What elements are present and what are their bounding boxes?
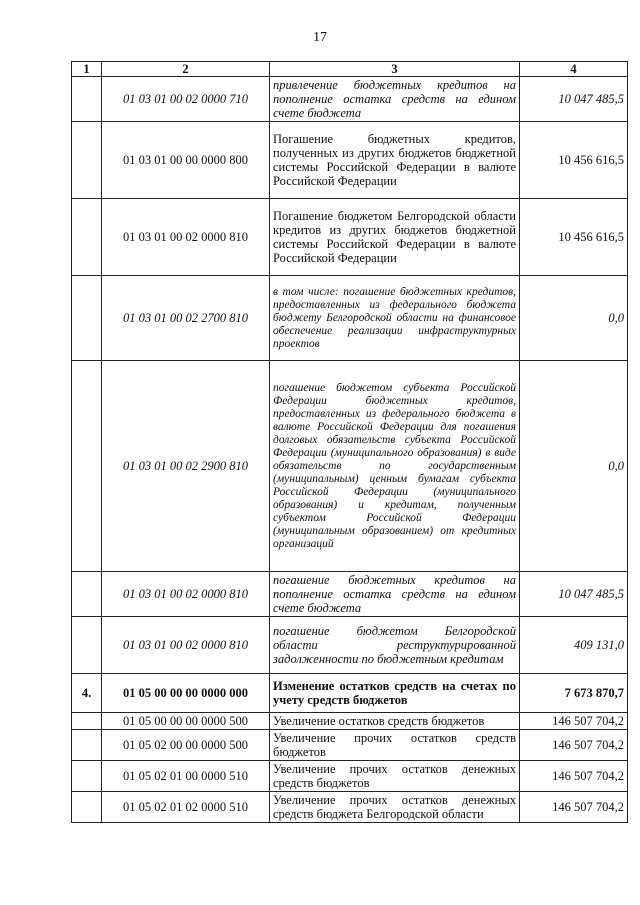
row-description: Увеличение прочих остатков средств бюджетов xyxy=(270,730,520,761)
budget-code: 01 05 00 00 00 0000 000 xyxy=(102,674,270,713)
table-row xyxy=(72,730,628,761)
row-number xyxy=(72,77,102,122)
row-amount: 409 131,0 xyxy=(520,617,628,674)
row-amount: 146 507 704,2 xyxy=(520,713,628,730)
budget-code: 01 03 01 00 02 0000 710 xyxy=(102,77,270,122)
row-description: Погашение бюджетом Белгородской области кредитов из других бюджетов бюджетной системы Российской Федерации в валюте Российской Федерации xyxy=(270,199,520,276)
row-amount: 10 047 485,5 xyxy=(520,572,628,617)
budget-code: 01 05 02 00 00 0000 500 xyxy=(102,730,270,761)
page-number: 17 xyxy=(313,30,327,45)
row-description: Изменение остатков средств на счетах по учету средств бюджетов xyxy=(270,674,520,713)
header-col-4: 4 xyxy=(520,62,628,77)
budget-code: 01 05 02 01 02 0000 510 xyxy=(102,792,270,823)
row-number xyxy=(72,792,102,823)
row-number xyxy=(72,617,102,674)
row-description: погашение бюджетных кредитов на пополнение остатка средств на едином счете бюджета xyxy=(270,572,520,617)
table-row xyxy=(72,276,628,361)
table-row xyxy=(72,572,628,617)
row-amount: 7 673 870,7 xyxy=(520,674,628,713)
row-description: в том числе: погашение бюджетных кредитов, предоставленных из федерального бюджета бюджету Белгородской области на финансовое обеспечение реализации инфраструктурных проектов xyxy=(270,276,520,361)
budget-sources-table xyxy=(71,61,628,823)
row-number xyxy=(72,276,102,361)
row-number xyxy=(72,730,102,761)
row-number: 4. xyxy=(72,674,102,713)
table-header-row xyxy=(72,62,628,77)
table-row xyxy=(72,199,628,276)
budget-code: 01 05 00 00 00 0000 500 xyxy=(102,713,270,730)
row-amount: 10 456 616,5 xyxy=(520,122,628,199)
header-col-1: 1 xyxy=(72,62,102,77)
row-amount: 0,0 xyxy=(520,276,628,361)
row-number xyxy=(72,761,102,792)
table-row xyxy=(72,674,628,713)
row-number xyxy=(72,122,102,199)
budget-code: 01 03 01 00 02 0000 810 xyxy=(102,572,270,617)
row-description: Увеличение остатков средств бюджетов xyxy=(270,713,520,730)
row-number xyxy=(72,572,102,617)
row-amount: 10 456 616,5 xyxy=(520,199,628,276)
row-amount: 146 507 704,2 xyxy=(520,761,628,792)
budget-code: 01 03 01 00 02 0000 810 xyxy=(102,617,270,674)
row-number xyxy=(72,361,102,572)
budget-code: 01 03 01 00 02 2700 810 xyxy=(102,276,270,361)
table-row xyxy=(72,77,628,122)
row-amount: 146 507 704,2 xyxy=(520,792,628,823)
table-row xyxy=(72,361,628,572)
budget-code: 01 03 01 00 00 0000 800 xyxy=(102,122,270,199)
table-row xyxy=(72,617,628,674)
row-number xyxy=(72,199,102,276)
budget-code: 01 05 02 01 00 0000 510 xyxy=(102,761,270,792)
budget-code: 01 03 01 00 02 0000 810 xyxy=(102,199,270,276)
row-description: привлечение бюджетных кредитов на пополнение остатка средств на едином счете бюджета xyxy=(270,77,520,122)
row-description: Увеличение прочих остатков денежных средств бюджета Белгородской области xyxy=(270,792,520,823)
header-col-2: 2 xyxy=(102,62,270,77)
row-number xyxy=(72,713,102,730)
table-row xyxy=(72,792,628,823)
row-description: Увеличение прочих остатков денежных средств бюджетов xyxy=(270,761,520,792)
table-row xyxy=(72,761,628,792)
table-row xyxy=(72,713,628,730)
header-col-3: 3 xyxy=(270,62,520,77)
row-amount: 10 047 485,5 xyxy=(520,77,628,122)
row-amount: 146 507 704,2 xyxy=(520,730,628,761)
row-description: погашение бюджетом Белгородской области реструктурированной задолженности по бюджетным кредитам xyxy=(270,617,520,674)
row-amount: 0,0 xyxy=(520,361,628,572)
row-description: Погашение бюджетных кредитов, полученных из других бюджетов бюджетной системы Российской Федерации в валюте Российской Федерации xyxy=(270,122,520,199)
row-description: погашение бюджетом субъекта Российской Федерации бюджетных кредитов, предоставленных из федерального бюджета в валюте Российской Федерации для погашения долговых обязательств субъекта Российской Федерации (муниципального образования) в виде обязательств по государственным (муниципальным) ценным бумагам субъекта Российской Федерации (муниципального образования) и кредитам, полученным субъектом Российской Федерации (муниципальным образованием) от кредитных организаций xyxy=(270,361,520,572)
budget-code: 01 03 01 00 02 2900 810 xyxy=(102,361,270,572)
table-row xyxy=(72,122,628,199)
